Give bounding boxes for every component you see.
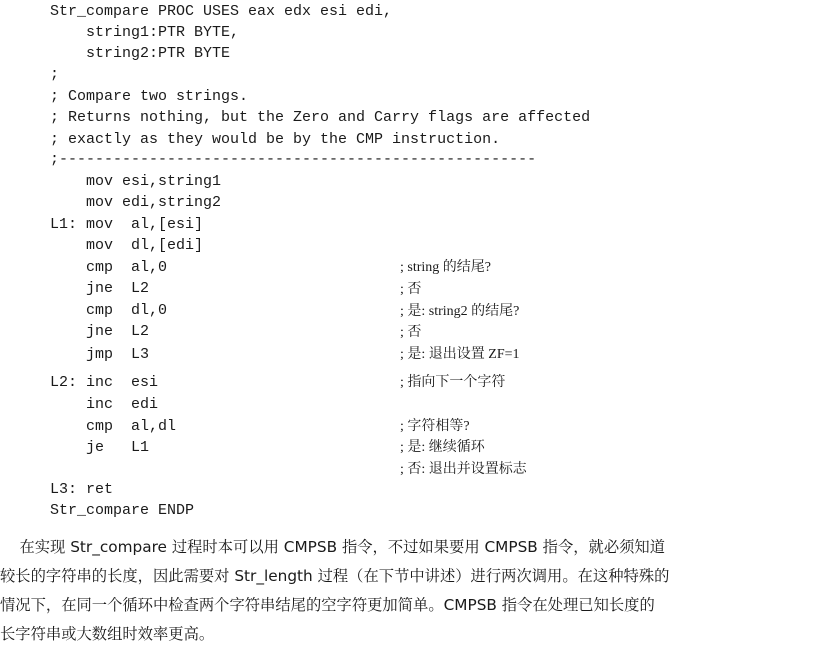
- code-comment: ; 是: 退出设置 ZF=1: [400, 347, 520, 362]
- code-line: mov dl,[edi]: [50, 237, 204, 254]
- code-line: ; Compare two strings.: [50, 88, 249, 105]
- code-line: je L1: [50, 439, 150, 456]
- code-line: inc edi: [50, 396, 159, 413]
- code-comment: ; 否: [400, 282, 422, 297]
- code-line: ;: [50, 66, 60, 83]
- paragraph-line: 在实现 Str_compare 过程时本可以用 CMPSB 指令，不过如果要用 CMPSB 指令，就必须知道: [0, 538, 666, 556]
- paragraph-line: 情况下，在同一个循环中检查两个字符串结尾的空字符更加简单。CMPSB 指令在处理已知长度的: [0, 596, 655, 614]
- code-comment: ; string 的结尾?: [400, 260, 491, 275]
- code-comment: ; 否: [400, 325, 422, 340]
- separator-line: ;-----------------------------------------------------: [50, 151, 537, 168]
- code-line: string1:PTR BYTE,: [50, 24, 240, 41]
- code-line: Str_compare ENDP: [50, 502, 195, 519]
- code-line: cmp al,dl: [50, 418, 177, 435]
- code-comment: ; 是: string2 的结尾?: [400, 304, 520, 319]
- code-line: mov esi,string1: [50, 173, 222, 190]
- code-line: cmp dl,0: [50, 302, 168, 319]
- code-comment: ; 是: 继续循环: [400, 440, 485, 455]
- code-comment: ; 否: 退出并设置标志: [400, 462, 527, 477]
- code-comment: ; 字符相等?: [400, 419, 470, 434]
- code-line: ; Returns nothing, but the Zero and Carry flags are affected: [50, 109, 591, 126]
- code-line: L3: ret: [50, 481, 114, 498]
- body-paragraph: [0, 532, 821, 647]
- code-line: cmp al,0: [50, 259, 168, 276]
- code-line: mov edi,string2: [50, 194, 222, 211]
- paragraph-line: 较长的字符串的长度，因此需要对 Str_length 过程（在下节中讲述）进行两次调用。在这种特殊的: [0, 567, 670, 585]
- code-line: ; exactly as they would be by the CMP instruction.: [50, 131, 501, 148]
- code-line: string2:PTR BYTE: [50, 45, 231, 62]
- code-line: L2: inc esi: [50, 374, 159, 391]
- code-line: jne L2: [50, 323, 150, 340]
- code-comment: ; 指向下一个字符: [400, 375, 506, 390]
- code-line: jmp L3: [50, 346, 150, 363]
- code-line: jne L2: [50, 280, 150, 297]
- paragraph-line: 长字符串或大数组时效率更高。: [0, 625, 215, 643]
- code-line: Str_compare PROC USES eax edx esi edi,: [50, 3, 393, 20]
- code-line: L1: mov al,[esi]: [50, 216, 204, 233]
